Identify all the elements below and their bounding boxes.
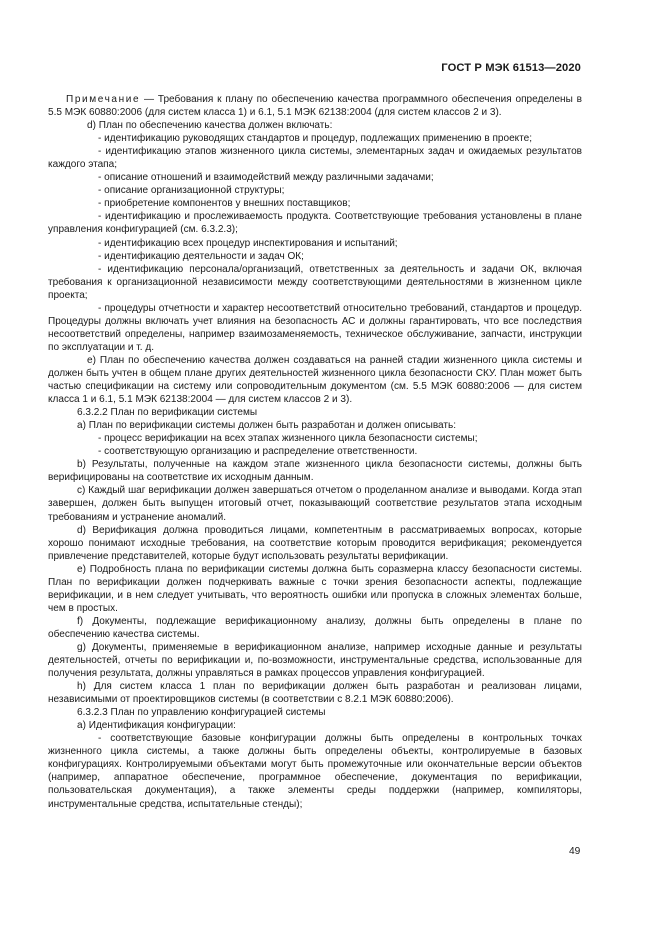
paragraph: d) План по обеспечению качества должен включать: — [87, 120, 333, 132]
paragraph: - приобретение компонентов у внешних поставщиков; — [98, 198, 351, 210]
paragraph: - соответствующую организацию и распределение ответственности. — [98, 446, 418, 458]
paragraph: e) Подробность плана по верификации системы должна быть соразмерна классу безопасности системы. План по верификации должен подчеркивать важные с точки зрения безопасности аспекты, подлежащие верификации, и в нем следует учитывать, что вероятность ошибки или пропуска в сложных элементах больше, чем в простых. — [48, 563, 582, 614]
paragraph: 6.3.2.3 План по управлению конфигурацией системы — [77, 707, 326, 719]
paragraph: b) Результаты, полученные на каждом этапе жизненного цикла безопасности системы, должны быть верифицированы на соответствие их исходным данным. — [48, 459, 582, 484]
paragraph: c) Каждый шаг верификации должен завершаться отчетом о проделанном анализе и выводами. Когда этап завершен, должен быть выпущен итоговый отчет, показывающий соответствие результатов этапа исходным требованиям и устранение аномалий. — [48, 485, 582, 523]
paragraph: h) Для систем класса 1 план по верификации должен быть разработан и реализован лицами, независимыми от проектировщиков системы (в соответствии с 8.2.1 МЭК 60880:2006). — [48, 681, 582, 706]
paragraph: a) План по верификации системы должен быть разработан и должен описывать: — [77, 420, 457, 432]
document-header: ГОСТ Р МЭК 61513—2020 — [441, 62, 581, 74]
paragraph: - процесс верификации на всех этапах жизненного цикла безопасности системы; — [98, 433, 478, 445]
paragraph: - идентификацию руководящих стандартов и процедур, подлежащих применению в проекте; — [98, 133, 533, 145]
paragraph: g) Документы, применяемые в верификационном анализе, например исходные данные и результаты деятельностей, отчеты по верификации и, по-возможности, инструментальные средства, использованные для получения результата, должны управляться в рамках процессов управления конфигурацией. — [48, 641, 582, 680]
paragraph: a) Идентификация конфигурации: — [77, 720, 236, 732]
paragraph: 6.3.2.2 План по верификации системы — [77, 407, 258, 419]
document-body — [48, 93, 582, 811]
paragraph — [48, 93, 582, 119]
paragraph: d) Верификация должна проводиться лицами, компетентным в рассматриваемых вопросах, которые хорошо понимают исходные требования, на соответствие которым проводится верификация; рекомендуется привлечение представителей, которые будут использовать результаты верификации. — [48, 524, 582, 562]
paragraph: - идентификацию и прослеживаемость продукта. Соответствующие требования установлены в плане управления конфигурацией (см. 6.3.2.3); — [48, 211, 582, 236]
paragraph: e) План по обеспечению качества должен создаваться на ранней стадии жизненного цикла системы и должен быть учтен в общем плане других деятельностей жизненного цикла безопасности СКУ. План может быть частью спецификации на систему или сопроводительным документом (см. 5.5 МЭК 60880:2006 — для систем класса 1 и 6.1, 5.1 МЭК 62138:2004 — для систем классов 2 и 3). — [48, 354, 582, 406]
paragraph: - соответствующие базовые конфигурации должны быть определены в контрольных точках жизненного цикла системы, а также должны быть определены объекты, контролируемые в базовых конфигурациях. Контролируемыми объектами могут быть промежуточные или окончательные версии объектов (например, аппаратное обеспечение, программное обеспечение, документация по верификации, пользовательская документация), а также элементы среды поддержки (например, компиляторы, инструментальные средства, испытательные стенды); — [48, 733, 582, 810]
paragraph: - идентификацию деятельности и задач ОК; — [98, 250, 304, 262]
paragraph: - идентификацию этапов жизненного цикла системы, элементарных задач и ожидаемых результатов каждого этапа; — [48, 146, 582, 171]
paragraph: - идентификацию всех процедур инспектирования и испытаний; — [98, 237, 398, 249]
page-number: 49 — [569, 846, 581, 857]
paragraph: f) Документы, подлежащие верификационному анализу, должны быть определены в плане по обеспечению качества системы. — [48, 615, 582, 640]
paragraph: - процедуры отчетности и характер несоответствий относительно требований, стандартов и процедур. Процедуры должны включать учет влияния на безопасность АС и должны гарантировать, что все последствия несоответствий определены, например взаимозаменяемость, техническое обслуживание, запчасти, инструкции по эксплуатации и т. д. — [48, 302, 582, 353]
note-label: Примечание — [66, 94, 141, 105]
paragraph: - описание отношений и взаимодействий между различными задачами; — [98, 172, 434, 184]
note-text: — Требования к плану по обеспечению качества программного обеспечения определены в 5.5 МЭК 60880:2006 (для систем класса 1) и 6.1, 5.1 МЭК 62138:2004 (для систем классов 2 и 3). — [48, 94, 582, 119]
paragraph: - идентификацию персонала/организаций, ответственных за деятельность и задачи ОК, включая требования к организационной независимости между соответствующими деятельностями в жизненном цикле проекта; — [48, 263, 582, 301]
paragraph: - описание организационной структуры; — [98, 185, 285, 197]
